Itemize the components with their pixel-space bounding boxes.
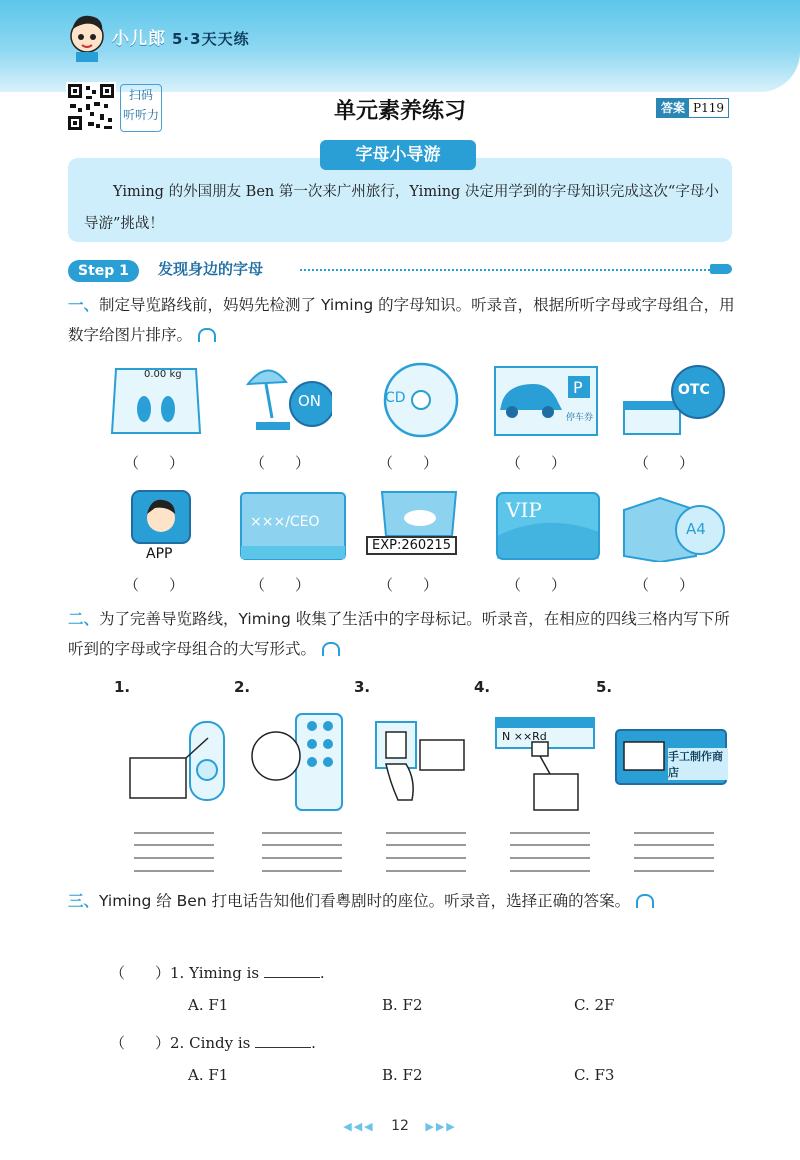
pic-lamp	[240, 362, 332, 434]
pic-scale	[110, 365, 202, 437]
pic-controller	[128, 718, 232, 804]
option-a[interactable]: A. F1	[188, 1066, 229, 1084]
q3-question	[110, 1032, 316, 1053]
brand-sub: 5·3天天练	[172, 30, 250, 48]
q2-item-number: 1.	[114, 678, 131, 696]
writing-lines[interactable]	[134, 832, 214, 872]
step-divider	[300, 269, 710, 271]
scan-line2: 听听力	[122, 108, 159, 122]
parking-label: 停车券	[566, 413, 594, 423]
answer-paren[interactable]: （ ）	[506, 576, 567, 594]
q3-prompt	[68, 886, 736, 916]
answer-paren[interactable]: （ ）	[110, 964, 171, 982]
answer-box[interactable]	[534, 774, 578, 810]
svg-text:P: P	[573, 378, 583, 397]
cd-label: CD	[385, 390, 406, 406]
answer-label: 答案	[657, 99, 689, 117]
pic-shop-sign	[614, 728, 728, 786]
medicine-box-icon	[622, 362, 726, 438]
writing-lines[interactable]	[262, 832, 342, 872]
pic-switch	[372, 716, 476, 802]
q2-item-number: 2.	[234, 678, 251, 696]
pic-a4	[620, 490, 726, 562]
q2-item-number: 3.	[354, 678, 371, 696]
scan-line1: 扫码	[128, 88, 153, 102]
q2-prompt	[68, 604, 736, 664]
page-footer	[0, 1118, 800, 1134]
intro-title: 字母小导游	[320, 140, 476, 170]
headphones-icon[interactable]	[322, 642, 340, 656]
answer-box[interactable]	[130, 758, 186, 798]
option-a[interactable]: A. F1	[188, 996, 229, 1014]
lamp-label: ON	[298, 392, 322, 410]
pic-card	[240, 492, 346, 560]
q1-number: 一、	[68, 296, 100, 314]
right-arrows-icon: ▶▶▶	[425, 1120, 457, 1133]
q3-number: 三、	[68, 892, 100, 910]
step-pill: Step 1	[68, 260, 139, 282]
pen-icon	[710, 264, 732, 274]
step-title: 发现身边的字母	[158, 260, 264, 278]
q2-item-number: 4.	[474, 678, 491, 696]
answer-paren[interactable]: （ ）	[250, 576, 311, 594]
answer-paren[interactable]: （ ）	[378, 454, 439, 472]
q2-number: 二、	[68, 610, 100, 628]
brand-main: 小儿郎	[112, 29, 166, 49]
page-title: 单元素养练习	[333, 99, 466, 124]
pic-app	[126, 490, 196, 566]
vip-label: VIP	[506, 498, 542, 522]
q3-stem-end: .	[311, 1034, 316, 1052]
q1-text: 制定导览路线前，妈妈先检测了 Yiming 的字母知识。听录音，根据所听字母或字母组合，用数字给图片排序。	[68, 296, 735, 344]
mascot-icon	[66, 12, 108, 62]
writing-lines[interactable]	[386, 832, 466, 872]
fill-blank[interactable]	[264, 963, 320, 978]
shop-sign-label: 手工制作商店	[668, 748, 728, 780]
page-number: 12	[391, 1118, 409, 1134]
pic-cd	[375, 362, 467, 434]
answer-paren[interactable]: （ ）	[110, 1034, 171, 1052]
answer-bubble[interactable]	[252, 732, 300, 780]
answer-paren[interactable]: （ ）	[506, 454, 567, 472]
road-sign-icon	[494, 714, 598, 812]
fill-blank[interactable]	[255, 1033, 311, 1048]
q3-stem: 1. Yiming is	[170, 964, 260, 982]
q3-stem: 2. Cindy is	[170, 1034, 251, 1052]
headphones-icon[interactable]	[636, 894, 654, 908]
exp-label: EXP:260215	[366, 536, 457, 555]
option-c[interactable]: C. F3	[574, 1066, 615, 1084]
pic-remote	[250, 712, 350, 812]
answer-paren[interactable]: （ ）	[634, 454, 695, 472]
parking-ticket-icon	[494, 366, 598, 436]
option-c[interactable]: C. 2F	[574, 996, 615, 1014]
pic-parking	[494, 366, 598, 438]
pic-food	[366, 490, 474, 562]
otc-label: OTC	[678, 382, 710, 398]
pic-road-sign	[494, 714, 598, 812]
q3-stem-end: .	[319, 964, 325, 982]
answer-paren[interactable]: （ ）	[634, 576, 695, 594]
answer-paren[interactable]: （ ）	[124, 454, 185, 472]
paper-box-icon	[620, 490, 726, 562]
headphones-icon[interactable]	[198, 328, 216, 342]
answer-paren[interactable]: （ ）	[250, 454, 311, 472]
q3-text: Yiming 给 Ben 打电话告知他们看粤剧时的座位。听录音，选择正确的答案。	[99, 892, 631, 910]
pic-vip	[496, 492, 600, 560]
app-label: APP	[146, 546, 173, 562]
road-sign-label: N ××Rd	[502, 730, 547, 743]
q2-text: 为了完善导览路线，Yiming 收集了生活中的字母标记。听录音，在相应的四线三格内写下所听到的字母或字母组合的大写形式。	[68, 610, 730, 658]
a4-label: A4	[686, 520, 706, 538]
answer-paren[interactable]: （ ）	[124, 576, 185, 594]
intro-text: Yiming 的外国朋友 Ben 第一次来广州旅行，Yiming 决定用学到的字母知识完成这次“字母小导游”挑战！	[84, 184, 719, 232]
card-label: ×××/CEO	[250, 514, 320, 530]
option-b[interactable]: B. F2	[382, 1066, 423, 1084]
writing-lines[interactable]	[634, 832, 714, 872]
answer-box[interactable]	[420, 740, 464, 770]
q1-prompt	[68, 290, 736, 350]
answer-page: P119	[693, 101, 724, 115]
brand	[112, 24, 250, 49]
scale-label: 0.00 kg	[144, 369, 182, 380]
writing-lines[interactable]	[510, 832, 590, 872]
left-arrows-icon: ◀◀◀	[343, 1120, 375, 1133]
q2-item-number: 5.	[596, 678, 613, 696]
answer-box[interactable]	[624, 742, 664, 770]
option-b[interactable]: B. F2	[382, 996, 423, 1014]
answer-ref	[656, 98, 729, 118]
answer-paren[interactable]: （ ）	[378, 576, 439, 594]
pic-otc	[622, 362, 726, 434]
app-icon	[131, 490, 191, 544]
q3-question	[110, 962, 325, 983]
food-bag-icon	[366, 490, 474, 538]
